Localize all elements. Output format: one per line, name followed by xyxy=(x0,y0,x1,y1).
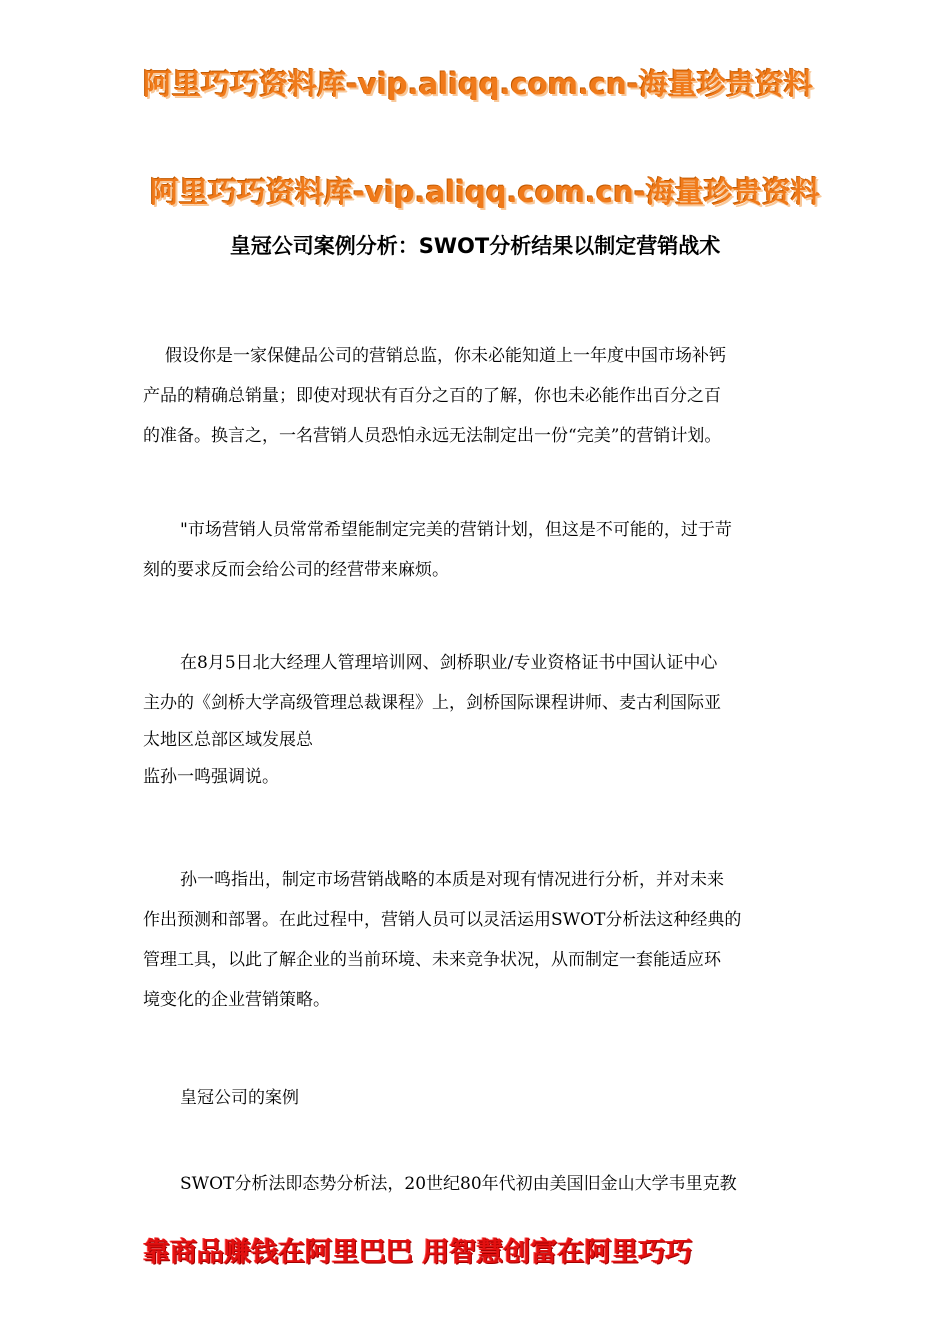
second-banner: 阿里巧巧资料库-vip.aliqq.com.cn-海量珍贵资料 xyxy=(150,175,820,209)
paragraph-line: "市场营销人员常常希望能制定完美的营销计划，但这是不可能的，过于苛 xyxy=(180,520,732,540)
paragraph-line: 管理工具，以此了解企业的当前环境、未来竞争状况，从而制定一套能适应环 xyxy=(143,950,721,970)
paragraph-line: 主办的《剑桥大学高级管理总裁课程》上，剑桥国际课程讲师、麦古利国际亚 xyxy=(143,693,721,713)
paragraph-line: 境变化的企业营销策略。 xyxy=(143,990,330,1010)
paragraph-line: 在8月5日北大经理人管理培训网、剑桥职业/专业资格证书中国认证中心 xyxy=(180,653,718,673)
paragraph-line: 太地区总部区域发展总 xyxy=(143,730,313,750)
document-title: 皇冠公司案例分析：SWOT分析结果以制定营销战术 xyxy=(229,234,721,258)
paragraph-line: 假设你是一家保健品公司的营销总监，你未必能知道上一年度中国市场补钙 xyxy=(165,346,726,366)
paragraph-swot xyxy=(143,1164,813,1204)
bottom-banner: 靠商品赚钱在阿里巴巴 用智慧创富在阿里巧巧 xyxy=(143,1237,693,1268)
section-heading-case xyxy=(143,1078,813,1118)
top-banner: 阿里巧巧资料库-vip.aliqq.com.cn-海量珍贵资料 xyxy=(143,67,813,101)
paragraph-line: 刻的要求反而会给公司的经营带来麻烦。 xyxy=(143,560,449,580)
paragraph-line: 皇冠公司的案例 xyxy=(180,1088,299,1108)
paragraph-line: 产品的精确总销量；即使对现状有百分之百的了解，你也未必能作出百分之百 xyxy=(143,386,721,406)
paragraph-analysis xyxy=(143,860,813,1020)
paragraph-intro xyxy=(143,336,813,456)
paragraph-line: 的准备。换言之，一名营销人员恐怕永远无法制定出一份“完美”的营销计划。 xyxy=(143,426,722,446)
paragraph-line: 监孙一鸣强调说。 xyxy=(143,767,279,787)
paragraph-line: SWOT分析法即态势分析法，20世纪80年代初由美国旧金山大学韦里克教 xyxy=(180,1174,737,1194)
paragraph-line: 孙一鸣指出，制定市场营销战略的本质是对现有情况进行分析，并对未来 xyxy=(180,870,724,890)
paragraph-line: 作出预测和部署。在此过程中，营销人员可以灵活运用SWOT分析法这种经典的 xyxy=(143,910,742,930)
paragraph-event xyxy=(143,643,813,797)
paragraph-quote xyxy=(143,510,813,590)
